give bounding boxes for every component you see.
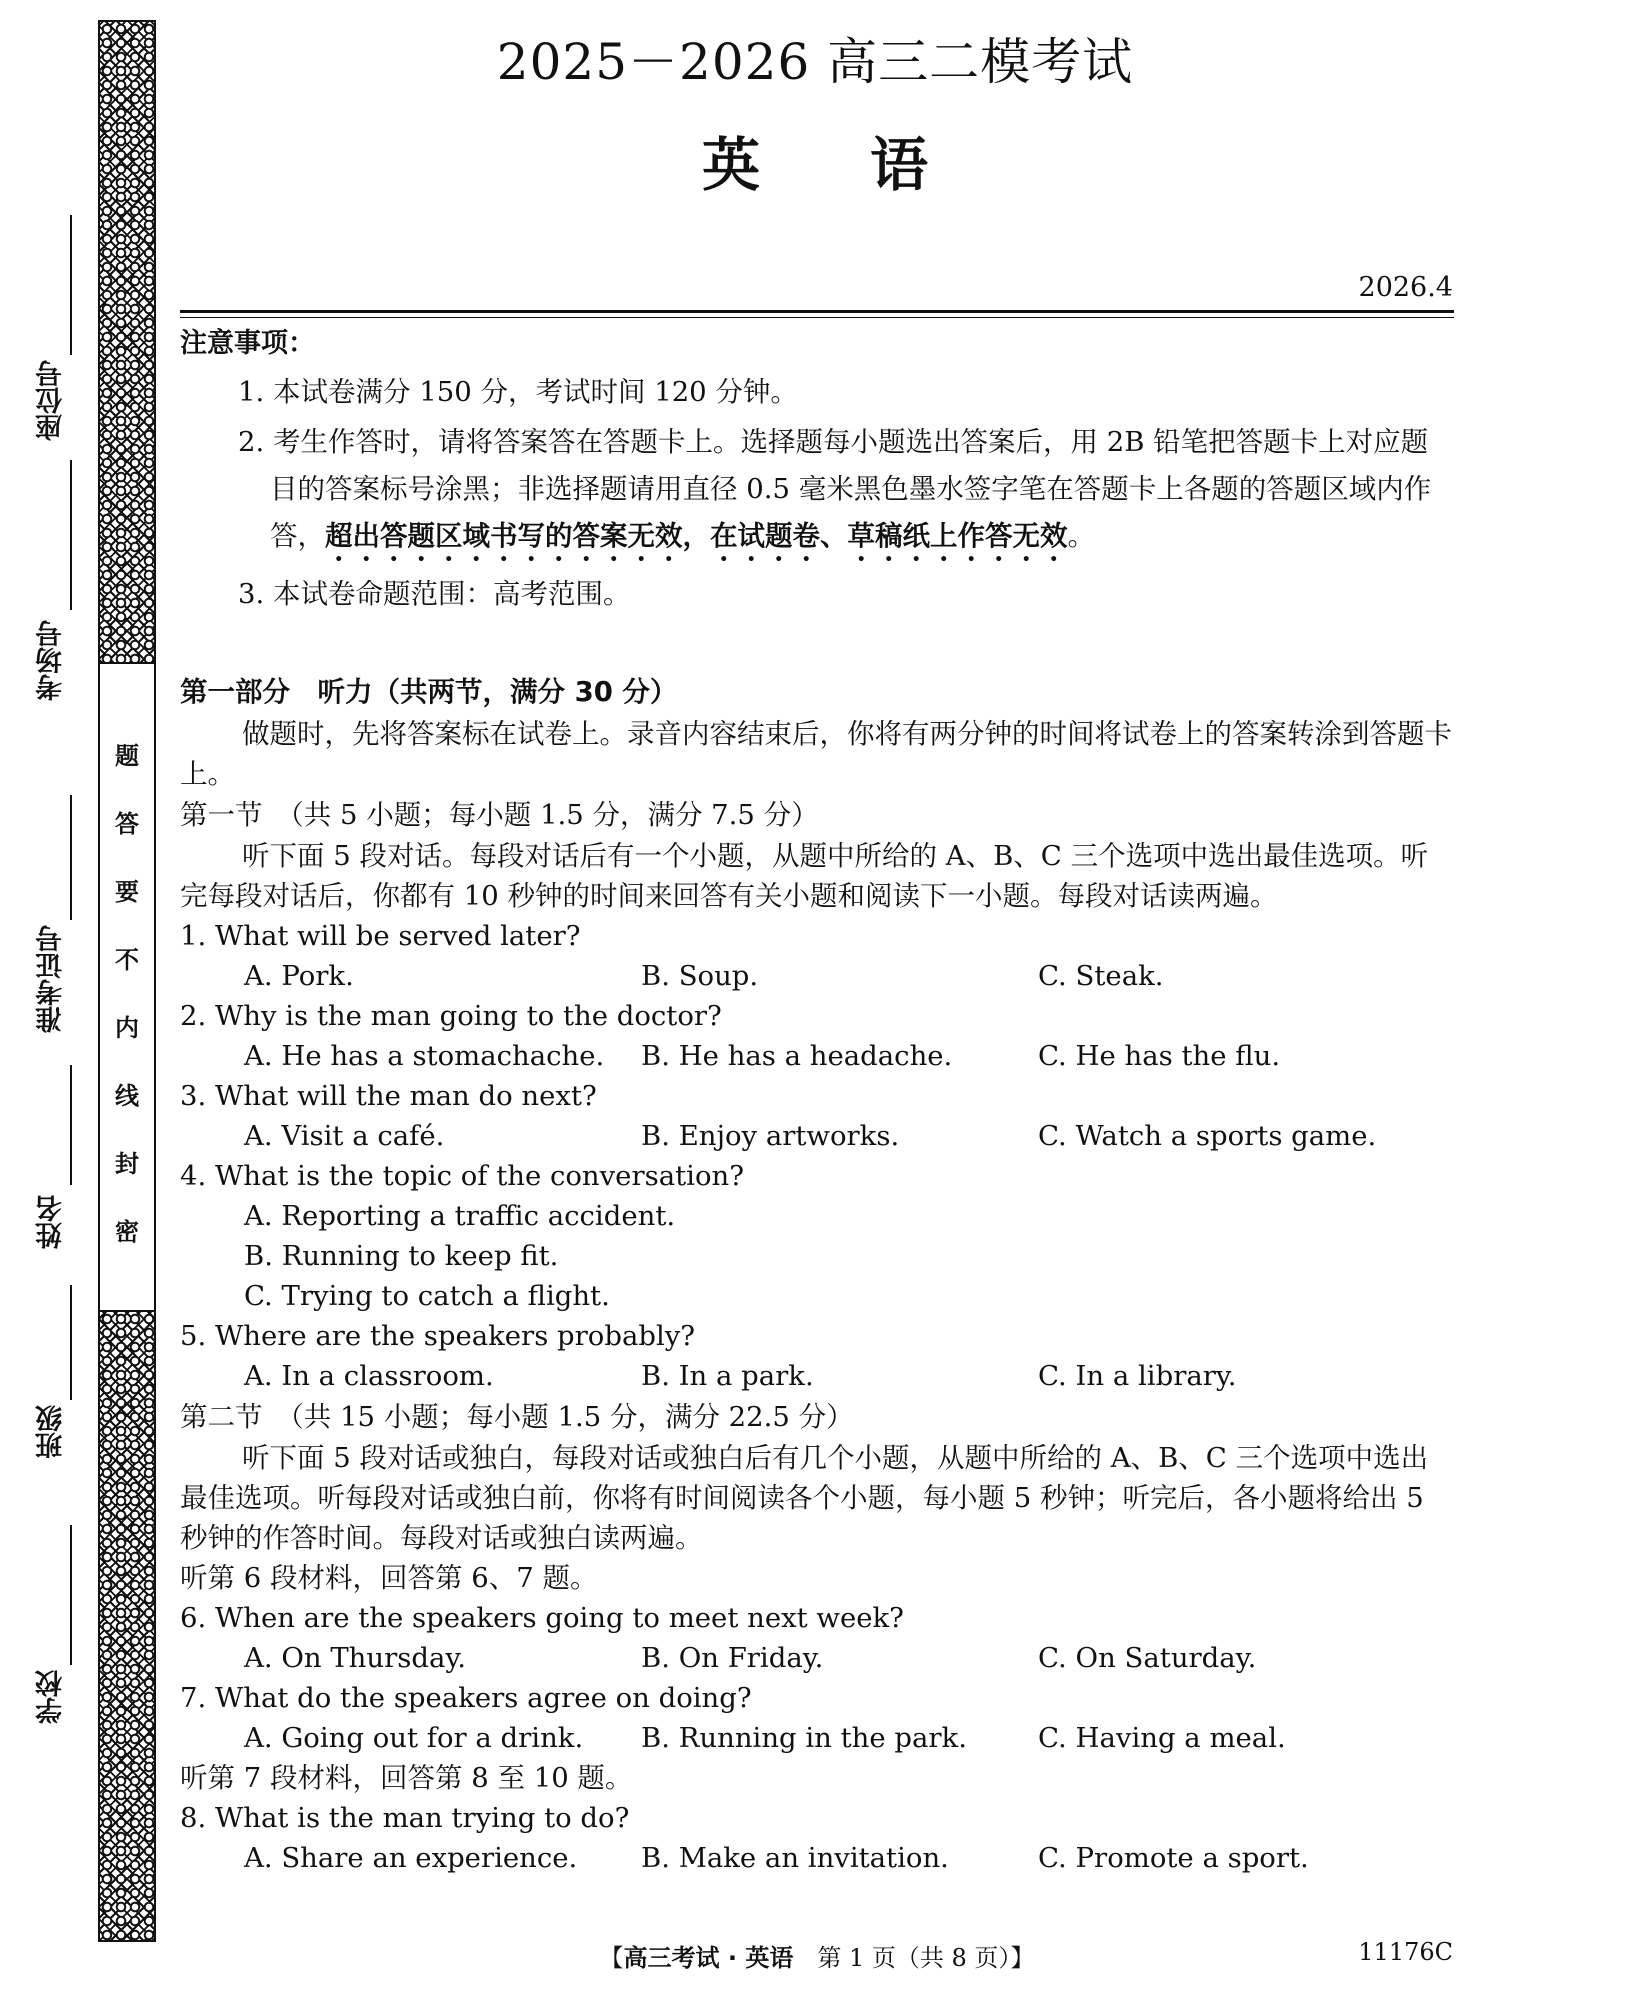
option-a: A. Reporting a traffic accident. xyxy=(244,1200,676,1232)
option-c: C. In a library. xyxy=(1038,1360,1237,1392)
binding-strip xyxy=(98,20,156,1942)
notice-item-2-end: 。 xyxy=(1067,520,1095,552)
question-6: 6. When are the speakers going to meet next week? xyxy=(180,1602,904,1634)
option-c: C. Steak. xyxy=(1038,960,1164,992)
exam-no-line xyxy=(70,795,72,920)
option-c: C. On Saturday. xyxy=(1038,1642,1257,1674)
question-4: 4. What is the topic of the conversation? xyxy=(180,1160,744,1192)
option-a: A. On Thursday. xyxy=(244,1642,466,1674)
option-a: A. Going out for a drink. xyxy=(244,1722,584,1754)
footer-exam-label: 高三考试 · 英语 xyxy=(623,1944,794,1972)
section2-title: 第二节 （共 15 小题；每小题 1.5 分，满分 22.5 分） xyxy=(180,1401,854,1433)
binding-pattern-top xyxy=(100,22,154,662)
part1-title: 第一部分 听力（共两节，满分 30 分） xyxy=(180,676,678,708)
option-a: A. Pork. xyxy=(244,960,354,992)
seal-char: 封 xyxy=(115,1150,139,1178)
question-7: 7. What do the speakers agree on doing? xyxy=(180,1682,752,1714)
question-1-options xyxy=(180,956,1454,996)
seal-char: 要 xyxy=(115,878,139,906)
question-3-options xyxy=(180,1116,1454,1156)
option-b: B. In a park. xyxy=(641,1360,814,1392)
footer-bracket-right: 】 xyxy=(1010,1944,1035,1972)
section1-title: 第一节 （共 5 小题；每小题 1.5 分，满分 7.5 分） xyxy=(180,799,819,831)
name-line xyxy=(70,1065,72,1185)
question-5: 5. Where are the speakers probably? xyxy=(180,1320,696,1352)
section1-intro: 听下面 5 段对话。每段对话后有一个小题，从题中所给的 A、B、C 三个选项中选出最佳选项。听完每段对话后，你都有 10 秒钟的时间来回答有关小题和阅读下一小题。每段对话读两遍。 xyxy=(180,840,1429,912)
question-2: 2. Why is the man going to the doctor? xyxy=(180,1000,722,1032)
exam-date: 2026.4 xyxy=(1358,272,1453,303)
option-c: C. Trying to catch a flight. xyxy=(244,1280,610,1312)
question-7-options xyxy=(180,1718,1454,1758)
option-a: A. Share an experience. xyxy=(244,1842,578,1874)
seal-char: 不 xyxy=(115,946,139,974)
part1-intro: 做题时，先将答案标在试卷上。录音内容结束后，你将有两分钟的时间将试卷上的答案转涂到答题卡上。 xyxy=(180,718,1452,790)
option-b: B. On Friday. xyxy=(641,1642,824,1674)
notice-title: 注意事项： xyxy=(180,328,315,359)
option-b: B. Soup. xyxy=(641,960,759,992)
seal-char: 密 xyxy=(115,1218,139,1246)
option-a: A. Visit a café. xyxy=(244,1120,445,1152)
seal-char: 答 xyxy=(115,810,139,838)
seal-zone xyxy=(100,662,154,1312)
exam-no-label: 准考证号 xyxy=(36,925,67,1033)
seat-no-label: 座位号 xyxy=(36,360,67,441)
room-no-label: 考场号 xyxy=(36,620,67,701)
class-label: 班级 xyxy=(36,1405,67,1459)
option-b: B. Enjoy artworks. xyxy=(641,1120,900,1152)
notice-item-2-emphasis: 超出答题区域书写的答案无效，在试题卷、草稿纸上作答无效 xyxy=(325,520,1068,552)
seal-char: 内 xyxy=(115,1014,139,1042)
school-label: 学校 xyxy=(36,1670,67,1724)
option-c: C. He has the flu. xyxy=(1038,1040,1281,1072)
question-3: 3. What will the man do next? xyxy=(180,1080,597,1112)
notice-item xyxy=(212,419,1454,568)
notice-item: 3. 本试卷命题范围：高考范围。 xyxy=(238,578,631,610)
name-label: 姓名 xyxy=(36,1195,67,1249)
notice-item: 1. 本试卷满分 150 分，考试时间 120 分钟。 xyxy=(238,376,798,408)
option-a: A. In a classroom. xyxy=(244,1360,494,1392)
page-content xyxy=(180,322,1454,1878)
question-8: 8. What is the man trying to do? xyxy=(180,1802,630,1834)
option-b: B. He has a headache. xyxy=(641,1040,953,1072)
question-5-options xyxy=(180,1356,1454,1396)
listen-material-6: 听第 6 段材料，回答第 6、7 题。 xyxy=(180,1562,598,1594)
option-c: C. Having a meal. xyxy=(1038,1722,1286,1754)
listen-material-7: 听第 7 段材料，回答第 8 至 10 题。 xyxy=(180,1762,633,1794)
header-rule-thick xyxy=(180,310,1454,313)
seal-char: 线 xyxy=(115,1082,139,1110)
option-b: B. Running to keep fit. xyxy=(244,1240,559,1272)
page-footer xyxy=(180,1938,1454,1973)
notice-item-2-text: 2. 考生作答时，请将答案答在答题卡上。选择题每小题选出答案后，用 2B 铅笔把答题卡上对应题目的答案标号涂黑；非选择题请用直径 0.5 毫米黑色墨水签字笔在答题卡上各题的答题区域内作答， xyxy=(238,426,1432,552)
seat-no-line xyxy=(70,215,72,355)
footer-bracket-left: 【 xyxy=(599,1944,624,1972)
school-line xyxy=(70,1525,72,1665)
option-b: B. Running in the park. xyxy=(641,1722,967,1754)
option-c: C. Promote a sport. xyxy=(1038,1842,1309,1874)
option-b: B. Make an invitation. xyxy=(641,1842,949,1874)
option-c: C. Watch a sports game. xyxy=(1038,1120,1377,1152)
seal-char: 题 xyxy=(115,742,139,770)
binding-pattern-bottom xyxy=(100,1312,154,1942)
question-1: 1. What will be served later? xyxy=(180,920,581,952)
paper-code: 11176C xyxy=(1358,1938,1453,1966)
subject-title: 英语 xyxy=(701,131,1038,199)
header-rule-thin xyxy=(180,317,1454,318)
question-6-options xyxy=(180,1638,1454,1678)
question-8-options xyxy=(180,1838,1454,1878)
question-2-options xyxy=(180,1036,1454,1076)
section2-intro: 听下面 5 段对话或独白，每段对话或独白后有几个小题，从题中所给的 A、B、C 三个选项中选出最佳选项。听每段对话或独白前，你将有时间阅读各个小题，每小题 5 秒钟；听完后，各小题将给出 5 秒钟的作答时间。每段对话或独白读两遍。 xyxy=(180,1442,1429,1554)
footer-page-number: 第 1 页（共 8 页） xyxy=(793,1944,1011,1972)
room-no-line xyxy=(70,460,72,610)
exam-title: 2025－2026 高三二模考试 xyxy=(496,33,1134,91)
option-a: A. He has a stomachache. xyxy=(244,1040,605,1072)
class-line xyxy=(70,1285,72,1400)
